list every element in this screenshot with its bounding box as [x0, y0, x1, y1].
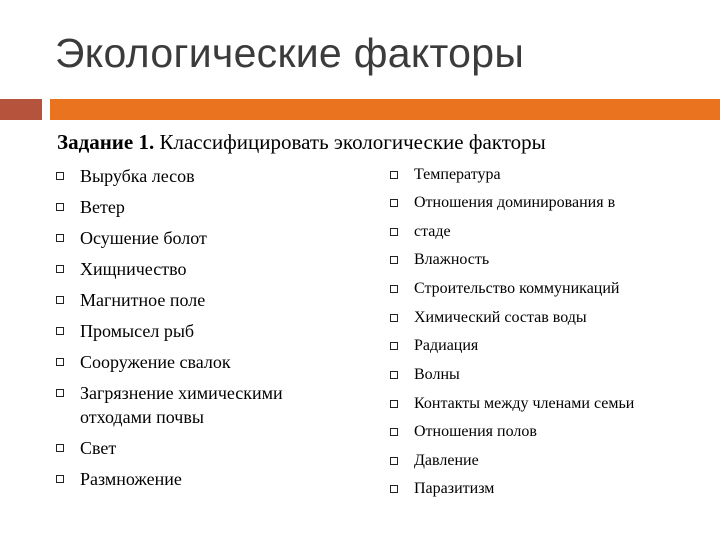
factor-list-item — [80, 226, 207, 250]
task-label: Задание 1. — [57, 130, 155, 154]
factor-list-item — [414, 336, 478, 356]
square-bullet-icon — [390, 371, 398, 379]
factor-list-item — [414, 479, 494, 499]
factor-list-item — [414, 394, 634, 414]
factor-list-item — [80, 195, 125, 219]
factor-list-item — [414, 365, 460, 385]
factor-text: Волны — [414, 366, 460, 383]
factor-text: Хищничество — [80, 259, 187, 279]
factor-text: Температура — [414, 166, 501, 183]
factor-text: Осушение болот — [80, 228, 207, 248]
factor-list-item — [80, 288, 205, 312]
factor-list-item — [414, 165, 501, 185]
factor-text: Радиация — [414, 337, 479, 354]
factor-list-item — [414, 308, 587, 328]
factor-text: Отношения полов — [414, 423, 537, 440]
factor-text: Промысел рыб — [80, 321, 195, 341]
task-text: Классифицировать экологические факторы — [154, 130, 546, 154]
factor-list-item — [80, 436, 116, 460]
square-bullet-icon — [390, 428, 398, 436]
square-bullet-icon — [56, 234, 64, 242]
square-bullet-icon — [56, 265, 64, 273]
factor-text: Загрязнение химическими — [80, 383, 283, 403]
factor-text: Ветер — [80, 197, 125, 217]
factor-list-item — [414, 451, 479, 471]
slide-title: Экологические факторы — [55, 30, 525, 76]
factor-list-item — [80, 381, 283, 429]
factor-text-continuation: отходами почвы — [80, 407, 204, 427]
square-bullet-icon — [390, 457, 398, 465]
factor-text: Сооружение свалок — [80, 352, 231, 372]
square-bullet-icon — [56, 172, 64, 180]
square-bullet-icon — [56, 444, 64, 452]
factor-text: Вырубка лесов — [80, 166, 195, 186]
factor-text: Строительство коммуникаций — [414, 280, 620, 297]
factor-list-item — [414, 279, 619, 299]
factor-text: Свет — [80, 438, 117, 458]
accent-bar-light — [50, 99, 720, 120]
square-bullet-icon — [56, 389, 64, 397]
factor-text: стаде — [414, 223, 451, 240]
square-bullet-icon — [390, 314, 398, 322]
factor-list-item — [414, 250, 489, 270]
square-bullet-icon — [390, 171, 398, 179]
square-bullet-icon — [390, 485, 398, 493]
square-bullet-icon — [390, 400, 398, 408]
factor-text: Химический состав воды — [414, 309, 587, 326]
square-bullet-icon — [56, 203, 64, 211]
factor-text: Отношения доминирования в — [414, 194, 616, 211]
factor-list-item — [80, 467, 182, 491]
square-bullet-icon — [390, 256, 398, 264]
factor-text: Давление — [414, 452, 479, 469]
factor-list-item — [80, 319, 194, 343]
square-bullet-icon — [390, 342, 398, 350]
square-bullet-icon — [390, 199, 398, 207]
factor-text: Размножение — [80, 469, 182, 489]
square-bullet-icon — [56, 358, 64, 366]
accent-bar-dark — [0, 99, 42, 120]
factor-text: Магнитное поле — [80, 290, 206, 310]
square-bullet-icon — [390, 285, 398, 293]
factor-list-item — [414, 422, 537, 442]
square-bullet-icon — [390, 228, 398, 236]
factor-text: Паразитизм — [414, 480, 495, 497]
factor-list-item — [80, 257, 186, 281]
square-bullet-icon — [56, 296, 64, 304]
factor-list-item — [414, 193, 615, 213]
factor-list-item — [80, 164, 195, 188]
square-bullet-icon — [56, 327, 64, 335]
task-heading — [57, 130, 546, 155]
factor-text: Контакты между членами семьи — [414, 395, 635, 412]
factor-text: Влажность — [414, 251, 490, 268]
factor-list-item — [80, 350, 231, 374]
square-bullet-icon — [56, 475, 64, 483]
factor-list-item — [414, 222, 451, 242]
